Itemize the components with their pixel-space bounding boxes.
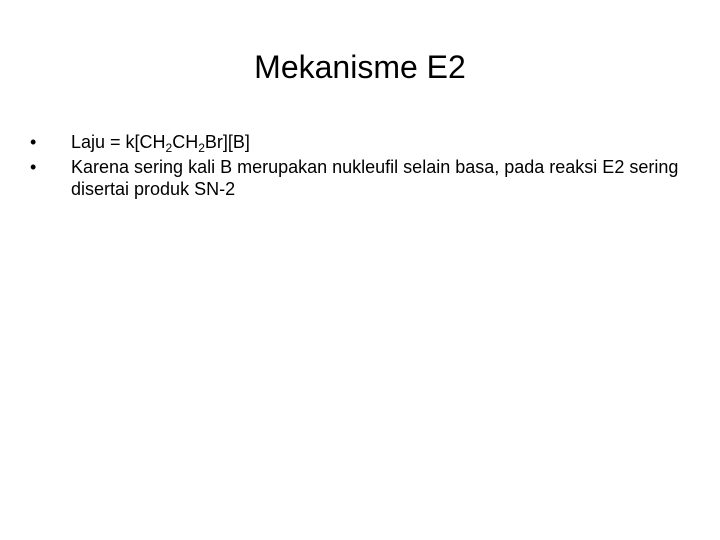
bullet-list (30, 131, 680, 203)
side-product-text: Karena sering kali B merupakan nukleufil selain basa, pada reaksi E2 sering disertai produk SN-2 (71, 157, 679, 199)
rate-law-text (71, 132, 250, 155)
subscript-2: 2 (165, 141, 173, 155)
rate-law-mid: CH (172, 132, 199, 152)
bullet-icon: • (30, 132, 37, 152)
bullet-icon: • (30, 157, 37, 177)
bullet-item-side-product (30, 156, 680, 200)
rate-law-prefix: Laju = k[CH (71, 132, 166, 152)
subscript-2: 2 (198, 141, 205, 155)
slide-title: Mekanisme E2 (254, 49, 466, 85)
bullet-item-rate-law (30, 131, 680, 153)
rate-law-suffix: Br][B] (204, 132, 250, 152)
